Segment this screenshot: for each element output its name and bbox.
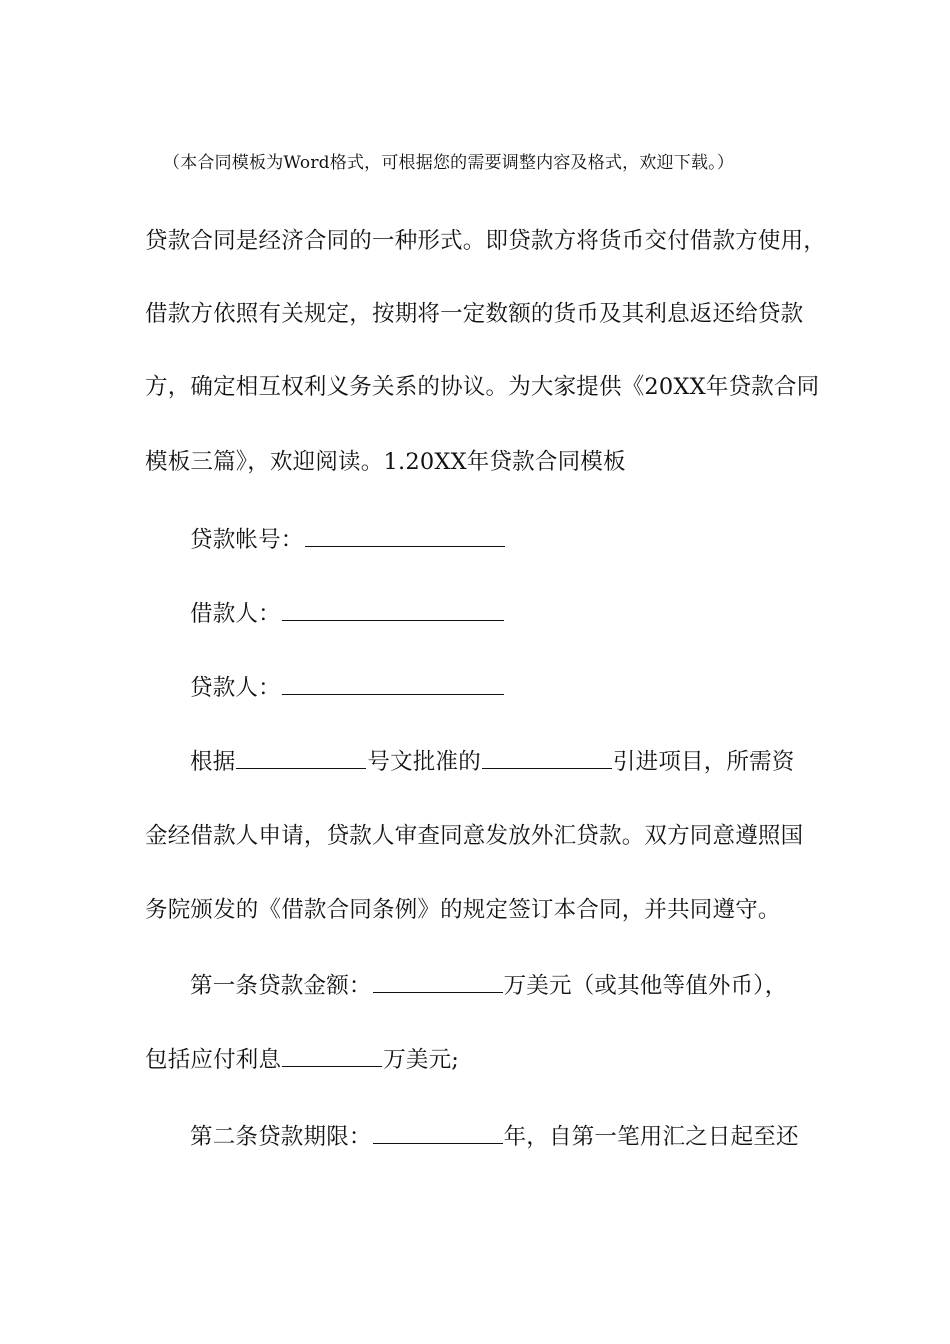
article-2-line-1 bbox=[190, 1121, 799, 1152]
loan-term-blank bbox=[373, 1121, 503, 1144]
article-1-line-1 bbox=[190, 970, 787, 1001]
borrower-label: 借款人： bbox=[190, 601, 281, 627]
loan-account-field bbox=[190, 524, 506, 555]
borrower-blank bbox=[282, 598, 504, 621]
project-name-blank bbox=[482, 746, 612, 769]
loan-amount-blank bbox=[373, 970, 503, 993]
intro-line-3: 方，确定相互权利义务关系的协议。为大家提供《20XX年贷款合同 bbox=[145, 374, 820, 400]
article-2-text: 年，自第一笔用汇之日起至还 bbox=[503, 1124, 799, 1150]
article-2-label: 第二条贷款期限： bbox=[190, 1124, 372, 1150]
lender-blank bbox=[282, 672, 504, 695]
article-1-text: 万美元（或其他等值外币）， bbox=[503, 973, 788, 999]
intro-line-2: 借款方依照有关规定，按期将一定数额的货币及其利息返还给贷款 bbox=[145, 301, 804, 327]
basis-text-2: 号文批准的 bbox=[367, 749, 481, 775]
article-1-line-2 bbox=[145, 1044, 459, 1075]
basis-text-3: 引进项目，所需资 bbox=[612, 749, 795, 775]
loan-account-label: 贷款帐号： bbox=[190, 527, 304, 553]
interest-label: 包括应付利息 bbox=[145, 1047, 282, 1073]
interest-unit: 万美元; bbox=[383, 1047, 460, 1073]
article-1-label: 第一条贷款金额： bbox=[190, 973, 372, 999]
basis-line-2: 金经借款人申请，贷款人审查同意发放外汇贷款。双方同意遵照国 bbox=[145, 823, 804, 849]
basis-text-1: 根据 bbox=[190, 749, 236, 775]
intro-line-1: 贷款合同是经济合同的一种形式。即贷款方将货币交付借款方使用， bbox=[145, 228, 827, 254]
borrower-field bbox=[190, 598, 505, 629]
document-number-blank bbox=[236, 746, 366, 769]
template-note: （本合同模板为Word格式，可根据您的需要调整内容及格式，欢迎下载。） bbox=[163, 153, 735, 173]
basis-line-3: 务院颁发的《借款合同条例》的规定签订本合同，并共同遵守。 bbox=[145, 897, 781, 923]
intro-line-4: 模板三篇》，欢迎阅读。1.20XX年贷款合同模板 bbox=[145, 449, 626, 475]
lender-field bbox=[190, 672, 505, 703]
lender-label: 贷款人： bbox=[190, 675, 281, 701]
basis-line-1 bbox=[190, 746, 795, 777]
loan-account-blank bbox=[305, 524, 505, 547]
interest-amount-blank bbox=[282, 1044, 382, 1067]
